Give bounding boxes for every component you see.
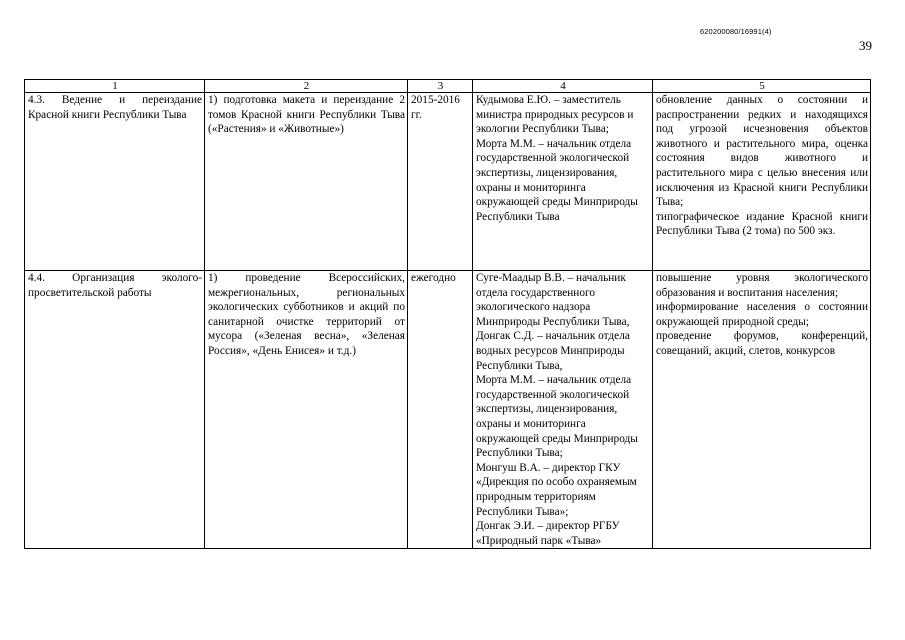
column-header: 3 — [408, 80, 473, 93]
table-header-row — [25, 80, 871, 93]
responsible-entry: Морта М.М. – начальник отдела государственной экологической экспертизы, лицензирования, охраны и мониторинга окружающей среды Минприроды Республики Тыва — [476, 137, 638, 223]
results-cell — [653, 93, 871, 271]
responsible-entry: Кудымова Е.Ю. – заместитель министра природных ресурсов и экологии Республики Тыва; — [476, 94, 634, 136]
responsible-entry: Суге-Маадыр В.В. – начальник отдела государственного экологического надзора Минприроды Республики Тыва, — [476, 272, 630, 328]
activities-cell: 1) проведение Всероссийских, межрегиональных, региональных экологических субботников и акций по санитарной очистке территорий от мусора («Зеленая весна», «Зеленая Россия», «День Енисея» и т.д.) — [205, 271, 408, 549]
item-cell: 4.3. Ведение и переиздание Красной книги Республики Тыва — [25, 93, 205, 271]
responsible-cell — [473, 93, 653, 271]
document-code: 620200080/16991(4) — [700, 27, 772, 36]
page-number: 39 — [859, 38, 872, 53]
responsible-entry: Донгак Э.И. – директор РГБУ «Природный парк «Тыва» — [476, 520, 620, 547]
result-entry: повышение уровня экологического образования и воспитания населения; — [656, 272, 868, 299]
result-entry: типографическое издание Красной книги Республики Тыва (2 тома) по 500 экз. — [656, 210, 868, 238]
column-header: 2 — [205, 80, 408, 93]
table-row — [25, 271, 871, 549]
responsible-cell — [473, 271, 653, 549]
results-cell — [653, 271, 871, 549]
period-cell: ежегодно — [408, 271, 473, 549]
responsible-entry: Монгуш В.А. – директор ГКУ «Дирекция по особо охраняемым природным территориям Республики Тыва»; — [476, 461, 637, 518]
activities-cell: 1) подготовка макета и переиздание 2 томов Красной книги Республики Тыва («Растения» и «Животные») — [205, 93, 408, 271]
column-header: 5 — [653, 80, 871, 93]
result-entry: проведение форумов, конференций, совещаний, акций, слетов, конкурсов — [656, 330, 868, 357]
period-cell: 2015-2016 гг. — [408, 93, 473, 271]
result-entry: информирование населения о состоянии окружающей природной среды; — [656, 301, 868, 328]
result-entry: обновление данных о состоянии и распространении редких и находящихся под угрозой исчезновения объектов животного и растительного мира, оценка состояния видов животного и растительного мира с целью внесения или исключения из Красной книги Республики Тыва; — [656, 94, 868, 209]
table-row — [25, 93, 871, 271]
item-cell: 4.4. Организация эколого-просветительской работы — [25, 271, 205, 549]
responsible-entry: Донгак С.Д. – начальник отдела водных ресурсов Минприроды Республики Тыва, — [476, 330, 630, 372]
column-header: 1 — [25, 80, 205, 93]
measures-table — [24, 79, 871, 549]
responsible-entry: Морта М.М. – начальник отдела государственной экологической экспертизы, лицензирования, охраны и мониторинга окружающей среды Минприроды Республики Тыва; — [476, 374, 638, 460]
column-header: 4 — [473, 80, 653, 93]
